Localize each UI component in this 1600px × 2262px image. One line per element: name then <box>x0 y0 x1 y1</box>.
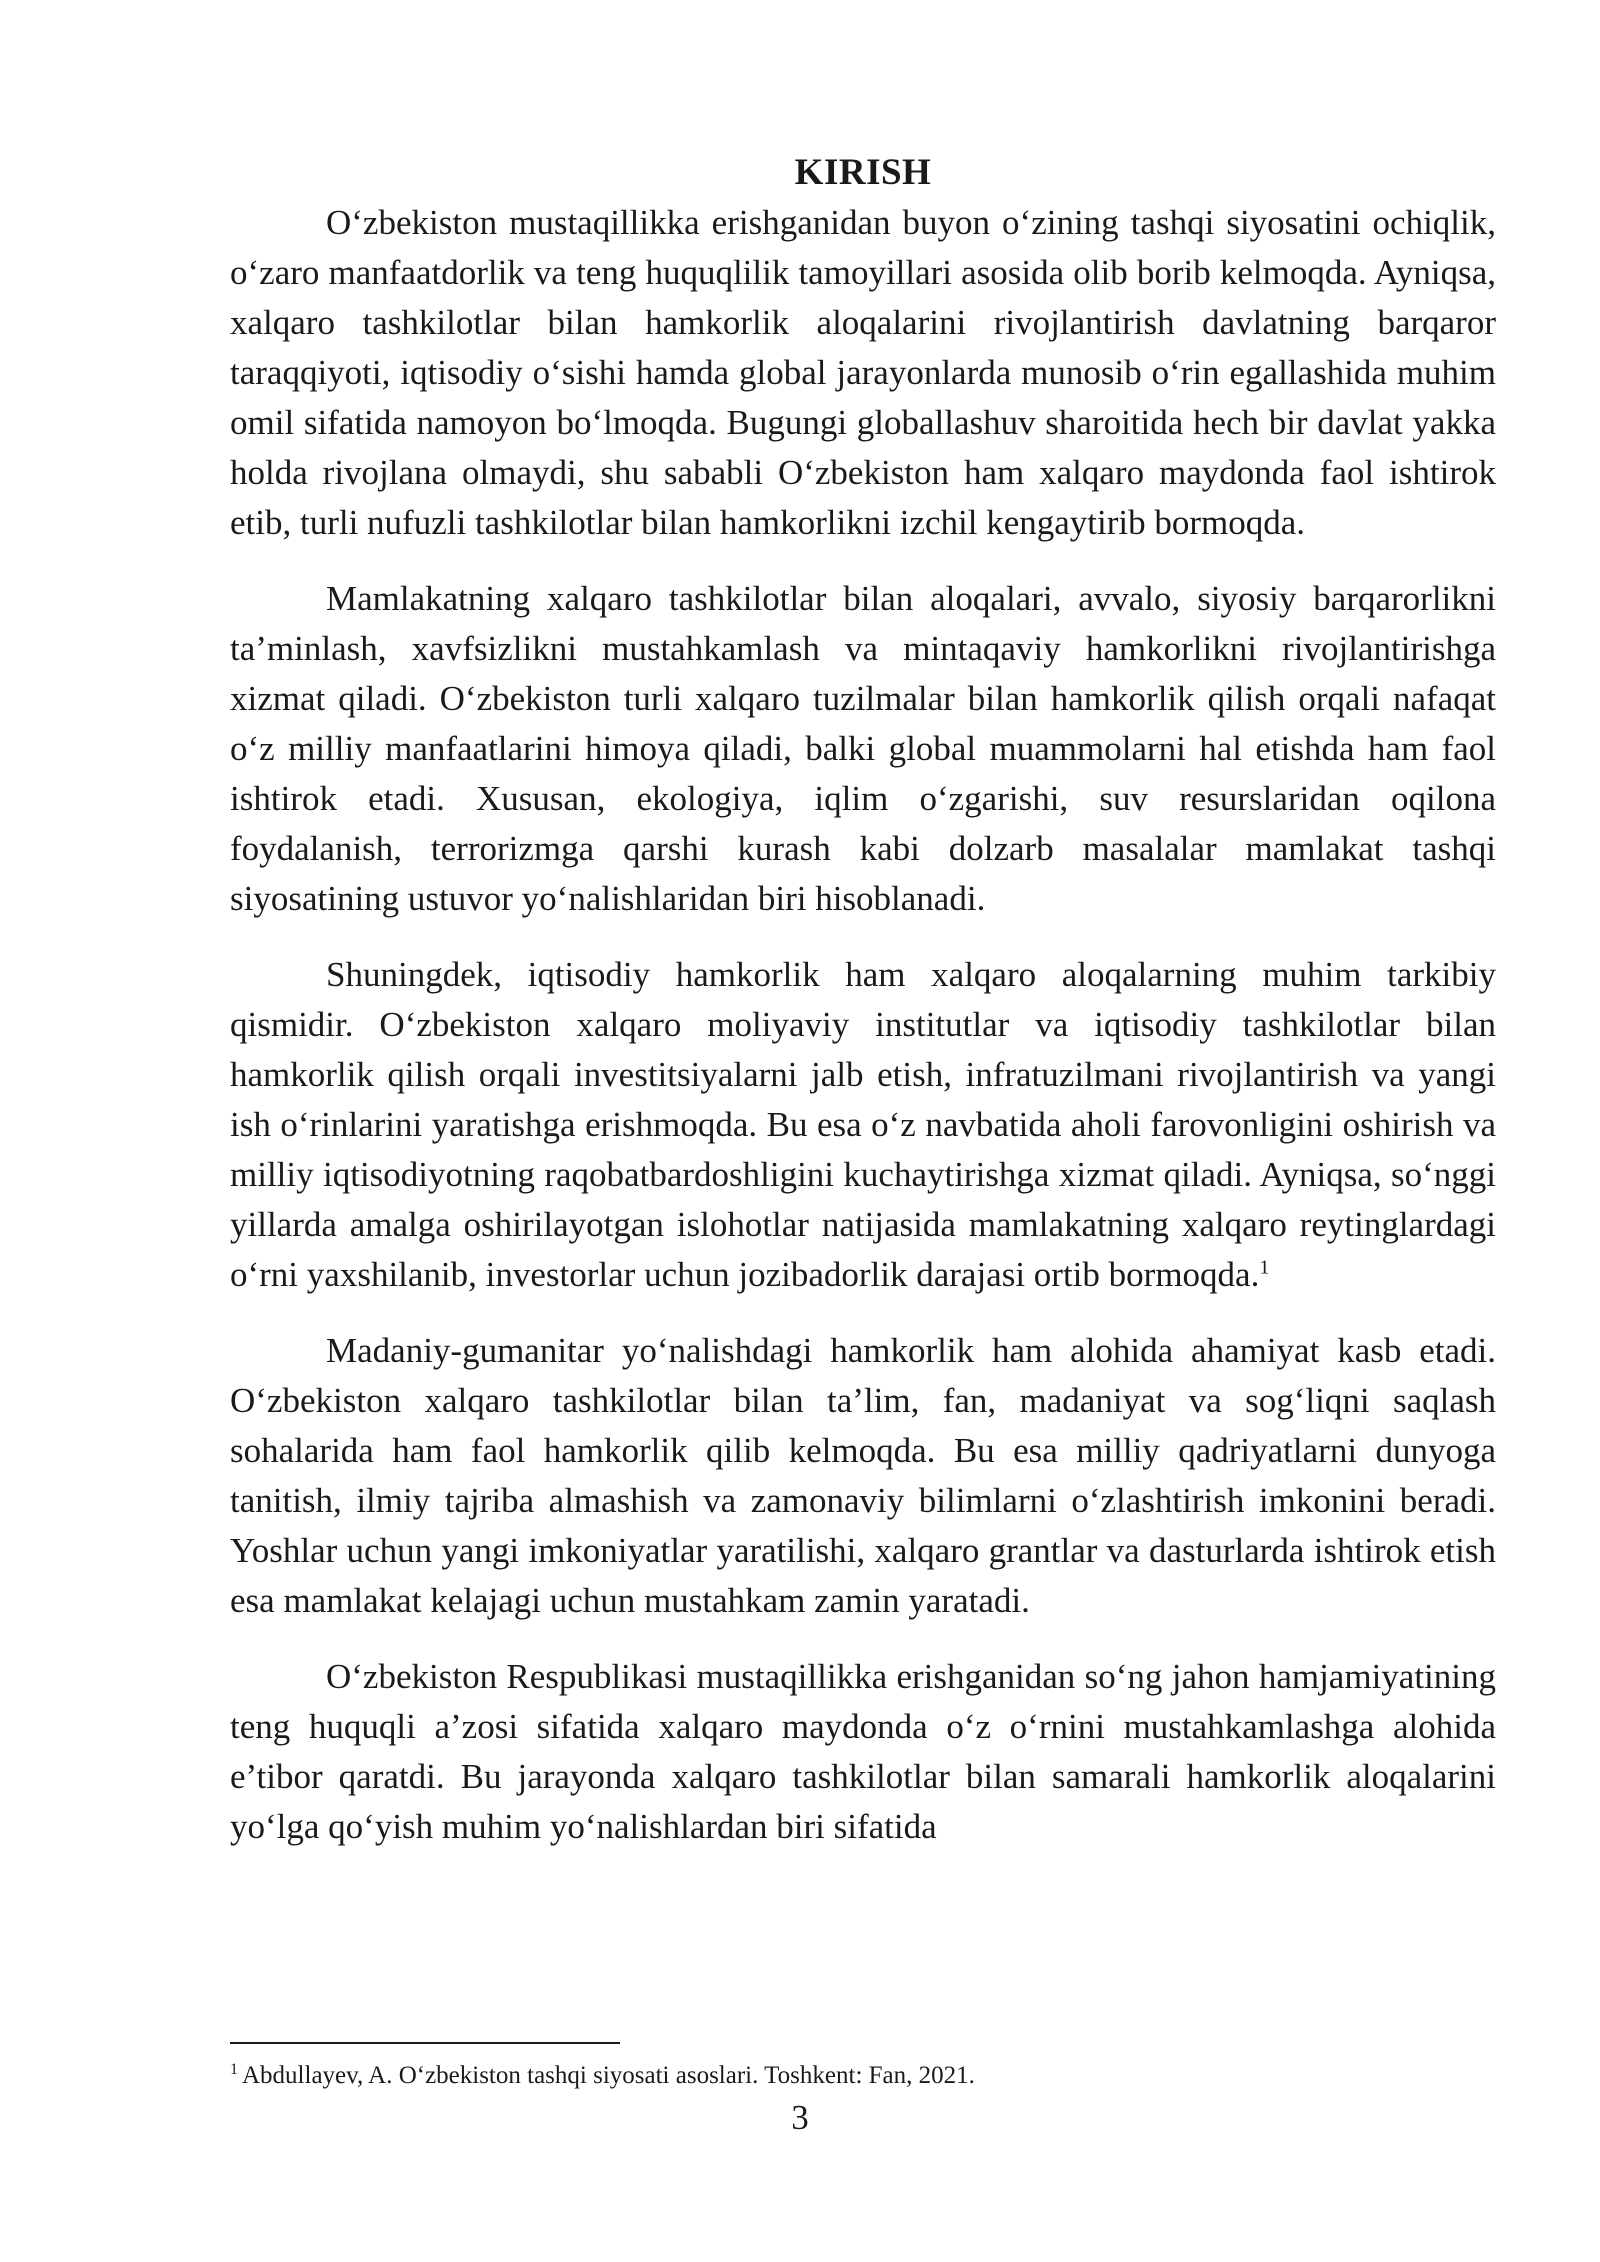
footnote-reference[interactable]: 1 <box>1259 1256 1270 1279</box>
footnote-text: Abdullayev, A. O‘zbekiston tashqi siyosati asoslari. Toshkent: Fan, 2021. <box>242 2062 975 2089</box>
paragraph-4 <box>230 1326 1496 1626</box>
footnote <box>230 2060 1496 2092</box>
page-title: KIRISH <box>794 152 932 193</box>
paragraph-text: O‘zbekiston mustaqillikka erishganidan buyon o‘zining tashqi siyosatini ochiqlik, o‘zaro manfaatdorlik va teng huquqlilik tamoyillari asosida olib borib kelmoqda. Ayniqsa, xalqaro tashkilotlar bilan hamkorlik aloqalarini rivojlantirish davlatning barqaror taraqqiyoti, iqtisodiy o‘sishi hamda global jarayonlarda munosib o‘rin egallashida muhim omil sifatida namoyon bo‘lmoqda. Bugungi globallashuv sharoitida hech bir davlat yakka holda rivojlana olmaydi, shu sababli O‘zbekiston ham xalqaro maydonda faol ishtirok etib, turli nufuzli tashkilotlar bilan hamkorlikni izchil kengaytirib bormoqda. <box>230 203 1496 542</box>
footnote-separator <box>230 2042 620 2044</box>
paragraph-3 <box>230 950 1496 1300</box>
page-number: 3 <box>791 2098 809 2137</box>
paragraph-1 <box>230 198 1496 548</box>
document-page <box>230 148 1496 1852</box>
paragraph-text: Shuningdek, iqtisodiy hamkorlik ham xalqaro aloqalarning muhim tarkibiy qismidir. O‘zbekiston xalqaro moliyaviy institutlar va iqtisodiy tashkilotlar bilan hamkorlik qilish orqali investitsiyalarni jalb etish, infratuzilmani rivojlantirish va yangi ish o‘rinlarini yaratishga erishmoqda. Bu esa o‘z navbatida aholi farovonligini oshirish va milliy iqtisodiyotning raqobatbardoshligini kuchaytirishga xizmat qiladi. Ayniqsa, so‘nggi yillarda amalga oshirilayotgan islohotlar natijasida mamlakatning xalqaro reytinglardagi o‘rni yaxshilanib, investorlar uchun jozibadorlik darajasi ortib bormoqda. <box>230 955 1496 1294</box>
paragraph-5 <box>230 1652 1496 1852</box>
footnote-number: 1 <box>230 2060 238 2078</box>
paragraph-text: Madaniy-gumanitar yo‘nalishdagi hamkorlik ham alohida ahamiyat kasb etadi. O‘zbekiston xalqaro tashkilotlar bilan ta’lim, fan, madaniyat va sog‘liqni saqlash sohalarida ham faol hamkorlik qilib kelmoqda. Bu esa milliy qadriyatlarni dunyoga tanitish, ilmiy tajriba almashish va zamonaviy bilimlarni o‘zlashtirish imkonini beradi. Yoshlar uchun yangi imkoniyatlar yaratilishi, xalqaro grantlar va dasturlarda ishtirok etish esa mamlakat kelajagi uchun mustahkam zamin yaratadi. <box>230 1331 1496 1620</box>
paragraph-2 <box>230 574 1496 924</box>
paragraph-text: O‘zbekiston Respublikasi mustaqillikka erishganidan so‘ng jahon hamjamiyatining teng huquqli a’zosi sifatida xalqaro maydonda o‘z o‘rnini mustahkamlashga alohida e’tibor qaratdi. Bu jarayonda xalqaro tashkilotlar bilan samarali hamkorlik aloqalarini yo‘lga qo‘yish muhim yo‘nalishlardan biri sifatida <box>230 1657 1496 1846</box>
paragraph-text: Mamlakatning xalqaro tashkilotlar bilan aloqalari, avvalo, siyosiy barqarorlikni ta’minlash, xavfsizlikni mustahkamlash va mintaqaviy hamkorlikni rivojlantirishga xizmat qiladi. O‘zbekiston turli xalqaro tuzilmalar bilan hamkorlik qilish orqali nafaqat o‘z milliy manfaatlarini himoya qiladi, balki global muammolarni hal etishda ham faol ishtirok etadi. Xususan, ekologiya, iqlim o‘zgarishi, suv resurslaridan oqilona foydalanish, terrorizmga qarshi kurash kabi dolzarb masalalar mamlakat tashqi siyosatining ustuvor yo‘nalishlaridan biri hisoblanadi. <box>230 579 1496 918</box>
